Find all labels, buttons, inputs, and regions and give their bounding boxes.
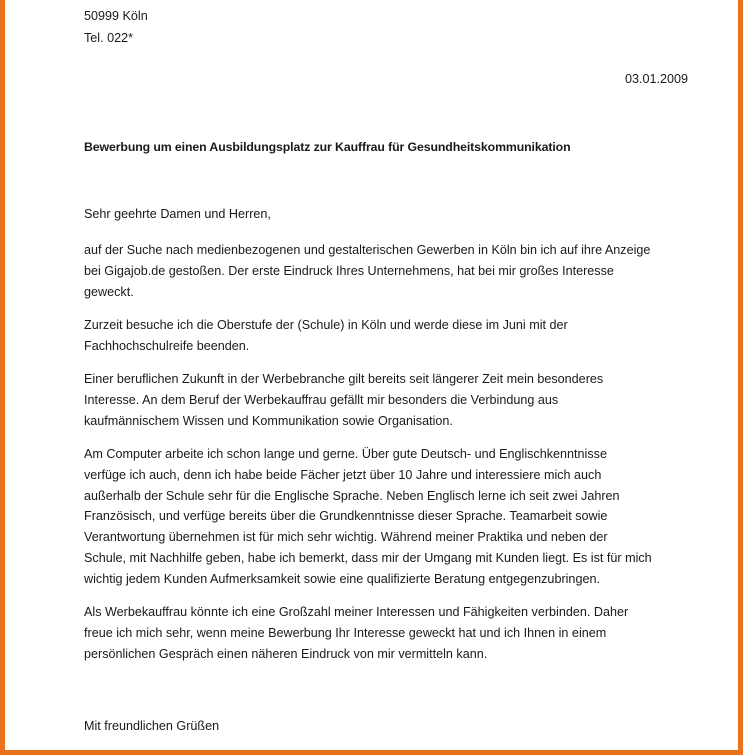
paragraph-line: freue ich mich sehr, wenn meine Bewerbung Ihr Interesse geweckt hat und ich Ihnen in einem xyxy=(84,625,607,640)
paragraph-line: geweckt. xyxy=(84,284,134,299)
paragraph-line: bei Gigajob.de gestoßen. Der erste Eindruck Ihres Unternehmens, hat bei mir großes Interesse xyxy=(84,263,614,278)
paragraph-line: auf der Suche nach medienbezogenen und gestalterischen Gewerben in Köln bin ich auf ihre Anzeige xyxy=(84,243,651,257)
paragraph-line: Französisch, und verfüge bereits über die Grundkenntnisse dieser Sprache. Teamarbeit sowie xyxy=(84,509,608,524)
closing: Mit freundlichen Grüßen xyxy=(84,719,220,733)
paragraph-line: Interesse. An dem Beruf der Werbekauffrau gefällt mir besonders die Verbindung aus xyxy=(84,392,559,407)
paragraph-3 xyxy=(84,369,603,431)
letter-subject: Bewerbung um einen Ausbildungsplatz zur Kauffrau für Gesundheitskommunikation xyxy=(84,140,571,154)
sender-city: 50999 Köln xyxy=(84,9,148,23)
paragraph-line: verfüge ich auch, denn ich habe beide Fächer jetzt über 10 Jahre und interessiere mich auch xyxy=(84,467,602,482)
paragraph-line: persönlichen Gespräch einen näheren Eindruck von mir vermitteln kann. xyxy=(84,646,488,661)
letter-date: 03.01.2009 xyxy=(624,72,688,86)
paragraph-line: wichtig jedem Kunden Aufmerksamkeit sowie eine qualifizierte Beratung entgegenzubringen. xyxy=(84,571,600,586)
salutation: Sehr geehrte Damen und Herren, xyxy=(84,207,271,221)
paragraph-line: Fachhochschulreife beenden. xyxy=(84,338,250,353)
paragraph-line: außerhalb der Schule sehr für die Englische Sprache. Neben Englisch lerne ich seit zwei Jahren xyxy=(84,488,620,503)
paragraph-4 xyxy=(84,444,652,590)
paragraph-line: Schule, mit Nachhilfe geben, habe ich bemerkt, dass mir der Umgang mit Kunden liegt. Es ist für mich xyxy=(84,550,652,565)
paragraph-line: Verantwortung übernehmen ist für mich sehr wichtig. Während meiner Praktika und neben der xyxy=(84,530,608,545)
paragraph-line: Als Werbekauffrau könnte ich eine Großzahl meiner Interessen und Fähigkeiten verbinden. Daher xyxy=(84,605,629,619)
paragraph-line: Einer beruflichen Zukunft in der Werbebranche gilt bereits seit längerer Zeit mein besonderes xyxy=(84,372,604,386)
paragraph-2 xyxy=(84,315,568,357)
paragraph-line: Am Computer arbeite ich schon lange und gerne. Über gute Deutsch- und Englischkenntnisse xyxy=(84,447,607,461)
paragraph-line: Zurzeit besuche ich die Oberstufe der (Schule) in Köln und werde diese im Juni mit der xyxy=(84,318,568,332)
paragraph-1 xyxy=(84,240,650,302)
paragraph-5 xyxy=(84,602,628,664)
sender-phone: Tel. 022* xyxy=(84,31,134,45)
paragraph-line: kaufmännischem Wissen und Kommunikation sowie Organisation. xyxy=(84,413,453,428)
